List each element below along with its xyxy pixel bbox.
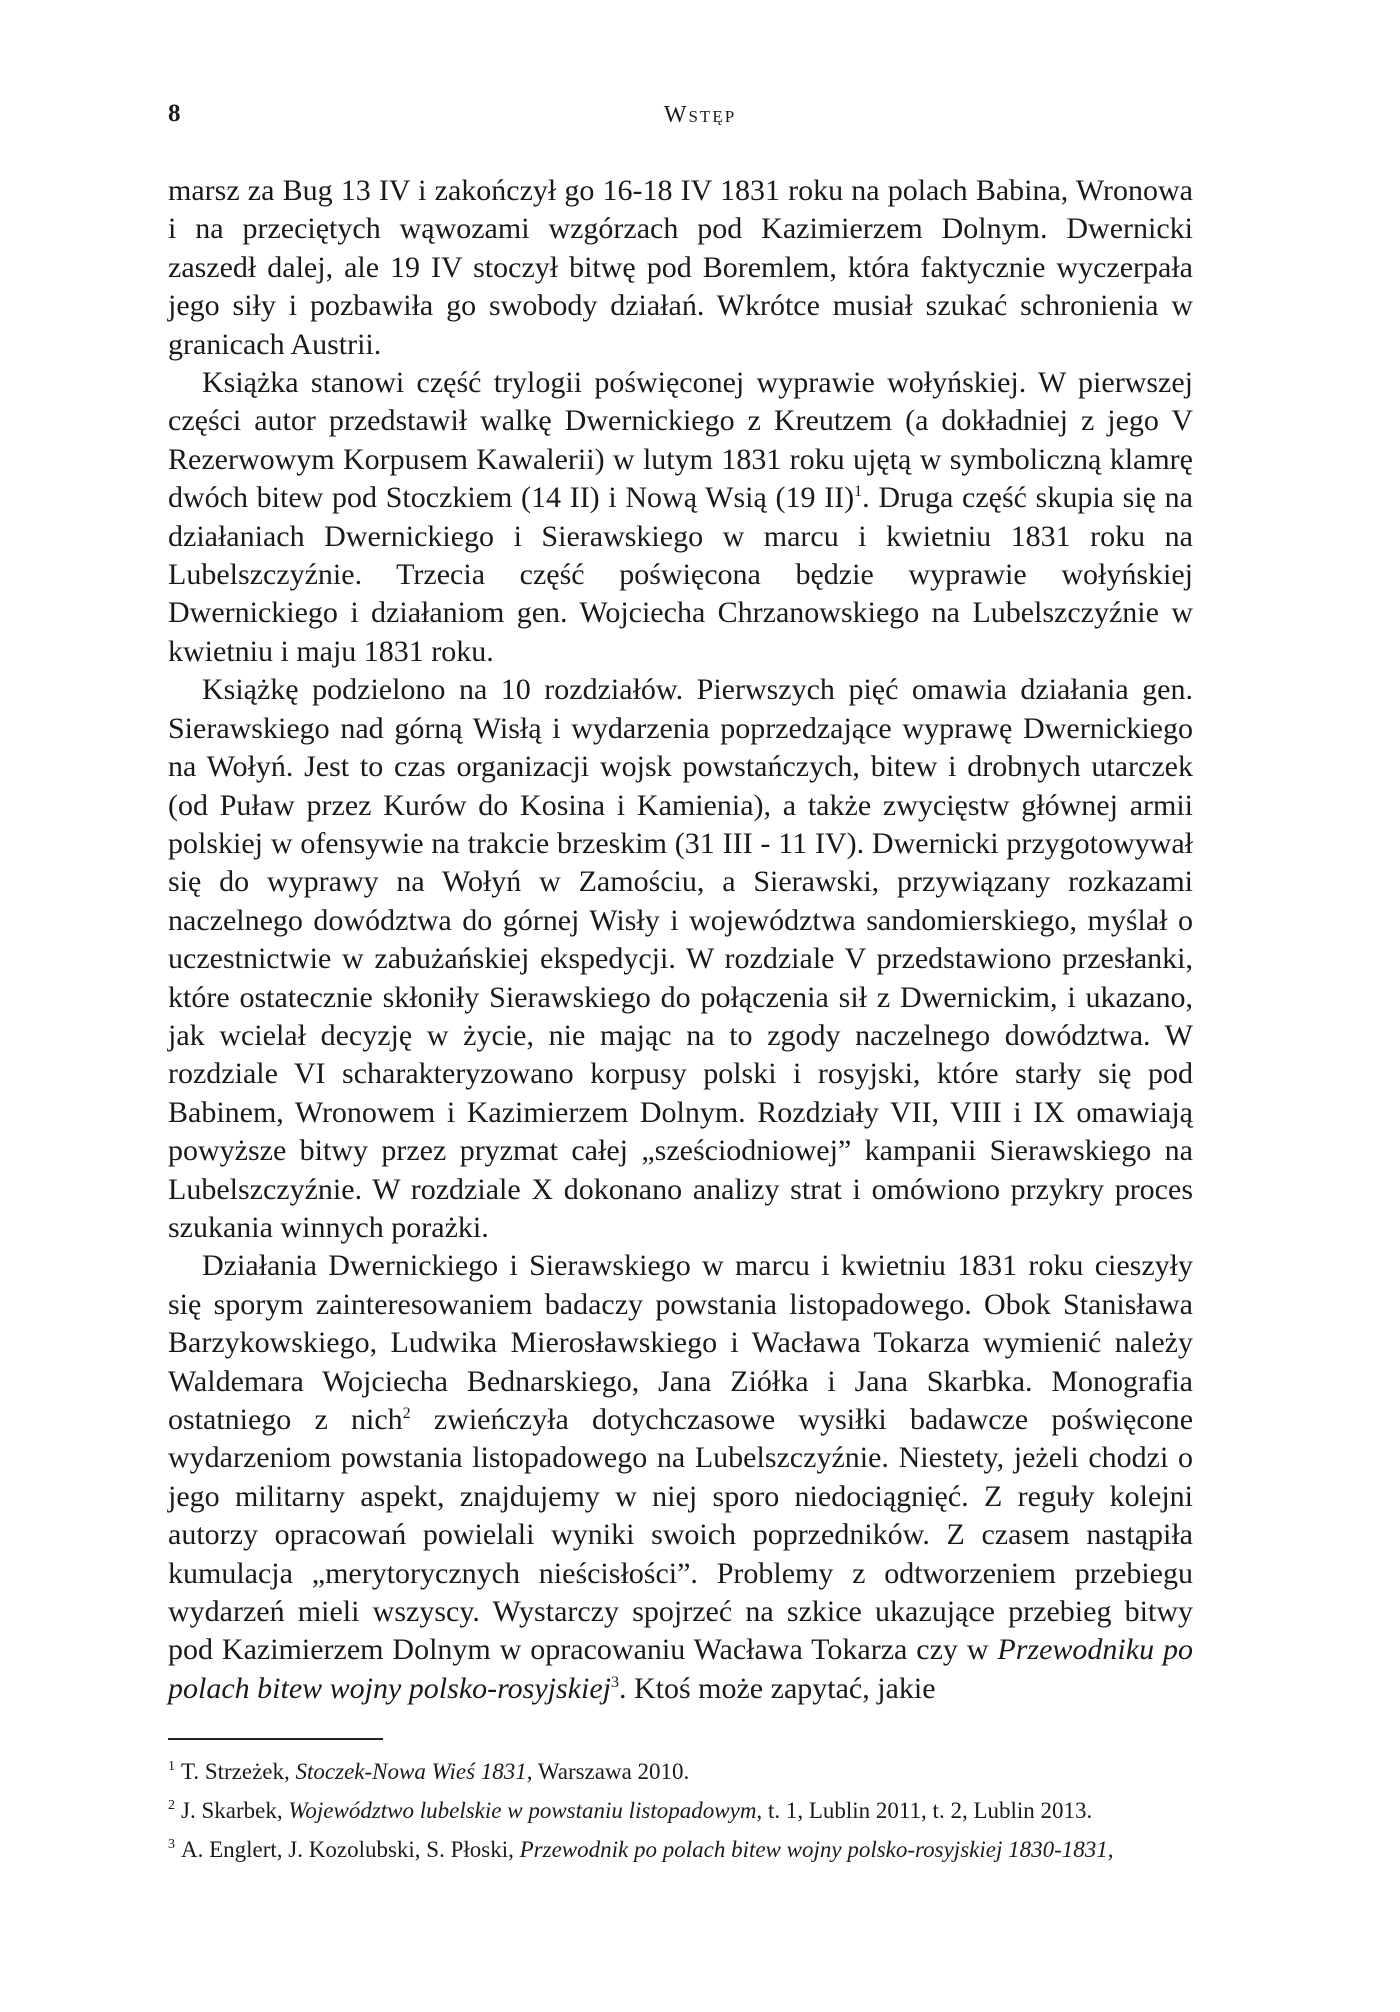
paragraph-2-text-b: . Druga część skupia się na działaniach Dwernickiego i Sierawskiego w marcu i kwietniu 1831 roku na Lubelszczyźnie. Trzecia część poświęcona będzie wyprawie wołyńskiej Dwernickiego i działaniom gen. Wojciecha Chrzanowskiego na Lubelszczyźnie w kwietniu i maju 1831 roku.: [168, 481, 1193, 668]
footnote-rule: [168, 1738, 383, 1740]
paragraph-2-text-a: Książka stanowi część trylogii poświęconej wyprawie wołyńskiej. W pierwszej części autor przedstawił walkę Dwernickiego z Kreutzem (a dokładniej z jego V Rezerwowym Korpusem Kawalerii) w lutym 1831 roku ujętą w symboliczną klamrę dwóch bitew pod Stoczkiem (14 II) i Nową Wsią (19 II): [168, 366, 1193, 515]
paragraph-3: Książkę podzielono na 10 rozdziałów. Pierwszych pięć omawia działania gen. Sierawskiego nad górną Wisłą i wydarzenia poprzedzające wyprawę Dwernickiego na Wołyń. Jest to czas organizacji wojsk powstańczych, bitew i drobnych utarczek (od Puław przez Kurów do Kosina i Kamienia), a także zwycięstw głównej armii polskiej w ofensywie na trakcie brzeskim (31 III - 11 IV). Dwernicki przygotowywał się do wyprawy na Wołyń w Zamościu, a Sierawski, przywiązany rozkazami naczelnego dowództwa do górnej Wisły i województwa sandomierskiego, myślał o uczestnictwie w zabużańskiej ekspedycji. W rozdziale V przedstawiono przesłanki, które ostatecznie skłoniły Sierawskiego do połączenia sił z Dwernickim, i ukazano, jak wcielał decyzję w życie, nie mając na to zgody naczelnego dowództwa. W rozdziale VI scharakteryzowano korpusy polski i rosyjski, które starły się pod Babinem, Wronowem i Kazimierzem Dolnym. Rozdziały VII, VIII i IX omawiają powyższe bitwy przez pryzmat całej „sześciodniowej” kampanii Sierawskiego na Lubelszczyźnie. W rozdziale X dokonano analizy strat i omówiono przykry proces szukania winnych porażki.: [168, 673, 1193, 1244]
footnote-ref-3: 3: [610, 1673, 619, 1691]
paragraph-4-text-b: zwieńczyła dotychczasowe wysiłki badawcze poświęcone wydarzeniom powstania listopadowego na Lubelszczyźnie. Niestety, jeżeli chodzi o jego militarny aspekt, znajdujemy w niej sporo niedociągnięć. Z reguły kolejni autorzy opracowań powielali wyniki swoich poprzedników. Z czasem nastąpiła kumulacja „merytorycznych nieścisłości”. Problemy z odtworzeniem przebiegu wydarzeń mieli wszyscy. Wystarczy spojrzeć na szkice ukazujące przebieg bitwy pod Kazimierzem Dolnym w opracowaniu Wacława Tokarza czy w: [168, 1403, 1194, 1667]
body-text: [168, 172, 1193, 1708]
footnote-title: Przewodnik po polach bitew wojny polsko-rosyjskiej 1830-1831,: [519, 1837, 1114, 1862]
footnote-text: Warszawa 2010.: [532, 1759, 690, 1784]
footnote-1: [168, 1752, 1193, 1791]
footnote-title: Województwo lubelskie w powstaniu listopadowym,: [288, 1798, 763, 1823]
footnote-number: 1: [168, 1759, 175, 1775]
running-head: Wstęp: [663, 102, 737, 128]
paragraph-4: [168, 1247, 1193, 1708]
footnote-2: [168, 1791, 1193, 1830]
footnote-text: J. Skarbek,: [181, 1798, 289, 1823]
page-number: 8: [168, 100, 181, 127]
footnote-text: A. Englert, J. Kozolubski, S. Płoski,: [181, 1837, 520, 1862]
paragraph-2: [168, 364, 1193, 671]
footnote-number: 2: [168, 1798, 175, 1814]
footnote-3: [168, 1830, 1193, 1869]
footnotes: [168, 1752, 1193, 1869]
footnote-number: 3: [168, 1837, 175, 1853]
footnote-ref-2: 2: [402, 1405, 411, 1422]
footnote-ref-1: 1: [854, 483, 863, 501]
footnote-text: t. 1, Lublin 2011, t. 2, Lublin 2013.: [762, 1798, 1093, 1823]
paragraph-4-text-c: . Ktoś może zapytać, jakie: [618, 1671, 936, 1705]
paragraph-1: marsz za Bug 13 IV i zakończył go 16-18 IV 1831 roku na polach Babina, Wronowa i na przeciętych wąwozami wzgórzach pod Kazimierzem Dolnym. Dwernicki zaszedł dalej, ale 19 IV stoczył bitwę pod Boremlem, która faktycznie wyczerpała jego siły i pozbawiła go swobody działań. Wkrótce musiał szukać schronienia w granicach Austrii.: [168, 174, 1193, 361]
paragraph-4-italic-title: Przewodniku po polach bitew wojny polsko-rosyjskiej: [168, 1633, 1194, 1705]
footnote-text: T. Strzeżek,: [181, 1759, 296, 1784]
footnote-title: Stoczek-Nowa Wieś 1831,: [295, 1759, 533, 1784]
paragraph-4-text-a: Działania Dwernickiego i Sierawskiego w marcu i kwietniu 1831 roku cieszyły się sporym zainteresowaniem badaczy powstania listopadowego. Obok Stanisława Barzykowskiego, Ludwika Mierosławskiego i Wacława Tokarza wymienić należy Waldemara Wojciecha Bednarskiego, Jana Ziółka i Jana Skarbka. Monografia ostatniego z nich: [168, 1249, 1193, 1436]
